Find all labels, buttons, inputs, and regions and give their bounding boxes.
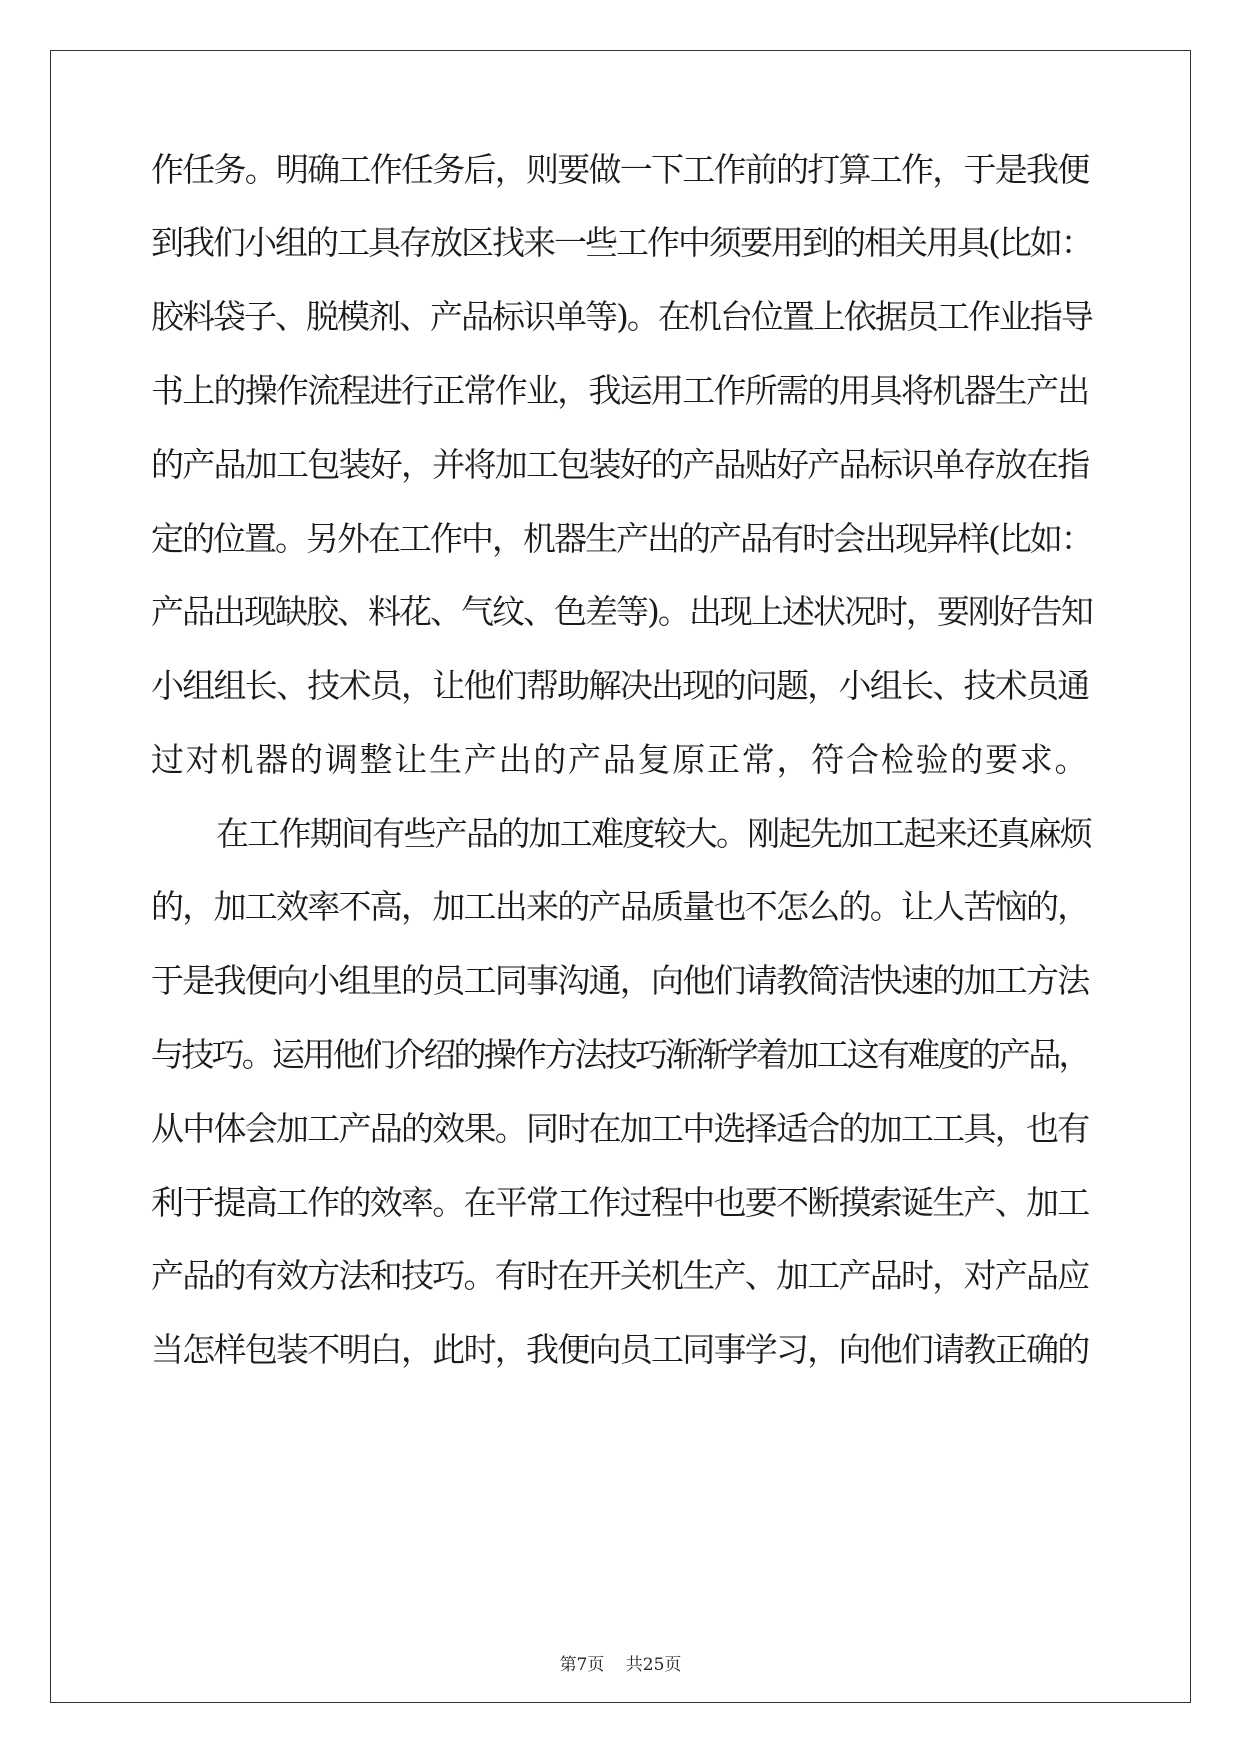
text-line: 当怎样包装不明白，此时，我便向员工同事学习，向他们请教正确的 [151, 1330, 1089, 1369]
text-line: 小组组长、技术员，让他们帮助解决出现的问题，小组长、技术员通 [151, 666, 1089, 705]
text-line: 利于提高工作的效率。在平常工作过程中也要不断摸索诞生产、加工 [151, 1183, 1089, 1222]
page-number: 第7页 [559, 1655, 605, 1675]
text-line: 作任务。明确工作任务后，则要做一下工作前的打算工作，于是我便 [151, 150, 1089, 189]
text-line: 定的位置。另外在工作中，机器生产出的产品有时会出现异样(比如： [151, 519, 1092, 558]
text-line: 的产品加工包装好，并将加工包装好的产品贴好产品标识单存放在指 [151, 445, 1089, 484]
text-line: 产品的有效方法和技巧。有时在开关机生产、加工产品时，对产品应 [151, 1256, 1089, 1295]
text-line: 过对机器的调整让生产出的产品复原正常，符合检验的要求。 [151, 740, 1090, 779]
text-line: 于是我便向小组里的员工同事沟通，向他们请教简洁快速的加工方法 [151, 961, 1089, 1000]
page-footer [0, 1654, 1241, 1676]
text-line: 与技巧。运用他们介绍的操作方法技巧渐渐学着加工这有难度的产品， [151, 1035, 1089, 1074]
text-line: 书上的操作流程进行正常作业，我运用工作所需的用具将机器生产出 [151, 371, 1089, 410]
text-line: 产品出现缺胶、料花、气纹、色差等)。出现上述状况时，要刚好告知 [151, 592, 1092, 631]
text-line: 到我们小组的工具存放区找来一些工作中须要用到的相关用具(比如： [151, 223, 1092, 262]
text-line: 的，加工效率不高，加工出来的产品质量也不怎么的。让人苦恼的， [151, 887, 1089, 926]
text-line: 从中体会加工产品的效果。同时在加工中选择适合的加工工具，也有 [151, 1109, 1089, 1148]
page-total: 共25页 [625, 1655, 682, 1675]
text-line: 胶料袋子、脱模剂、产品标识单等)。在机台位置上依据员工作业指导 [151, 297, 1092, 336]
paragraph-start-line: 在工作期间有些产品的加工难度较大。刚起先加工起来还真麻烦 [216, 814, 1091, 853]
